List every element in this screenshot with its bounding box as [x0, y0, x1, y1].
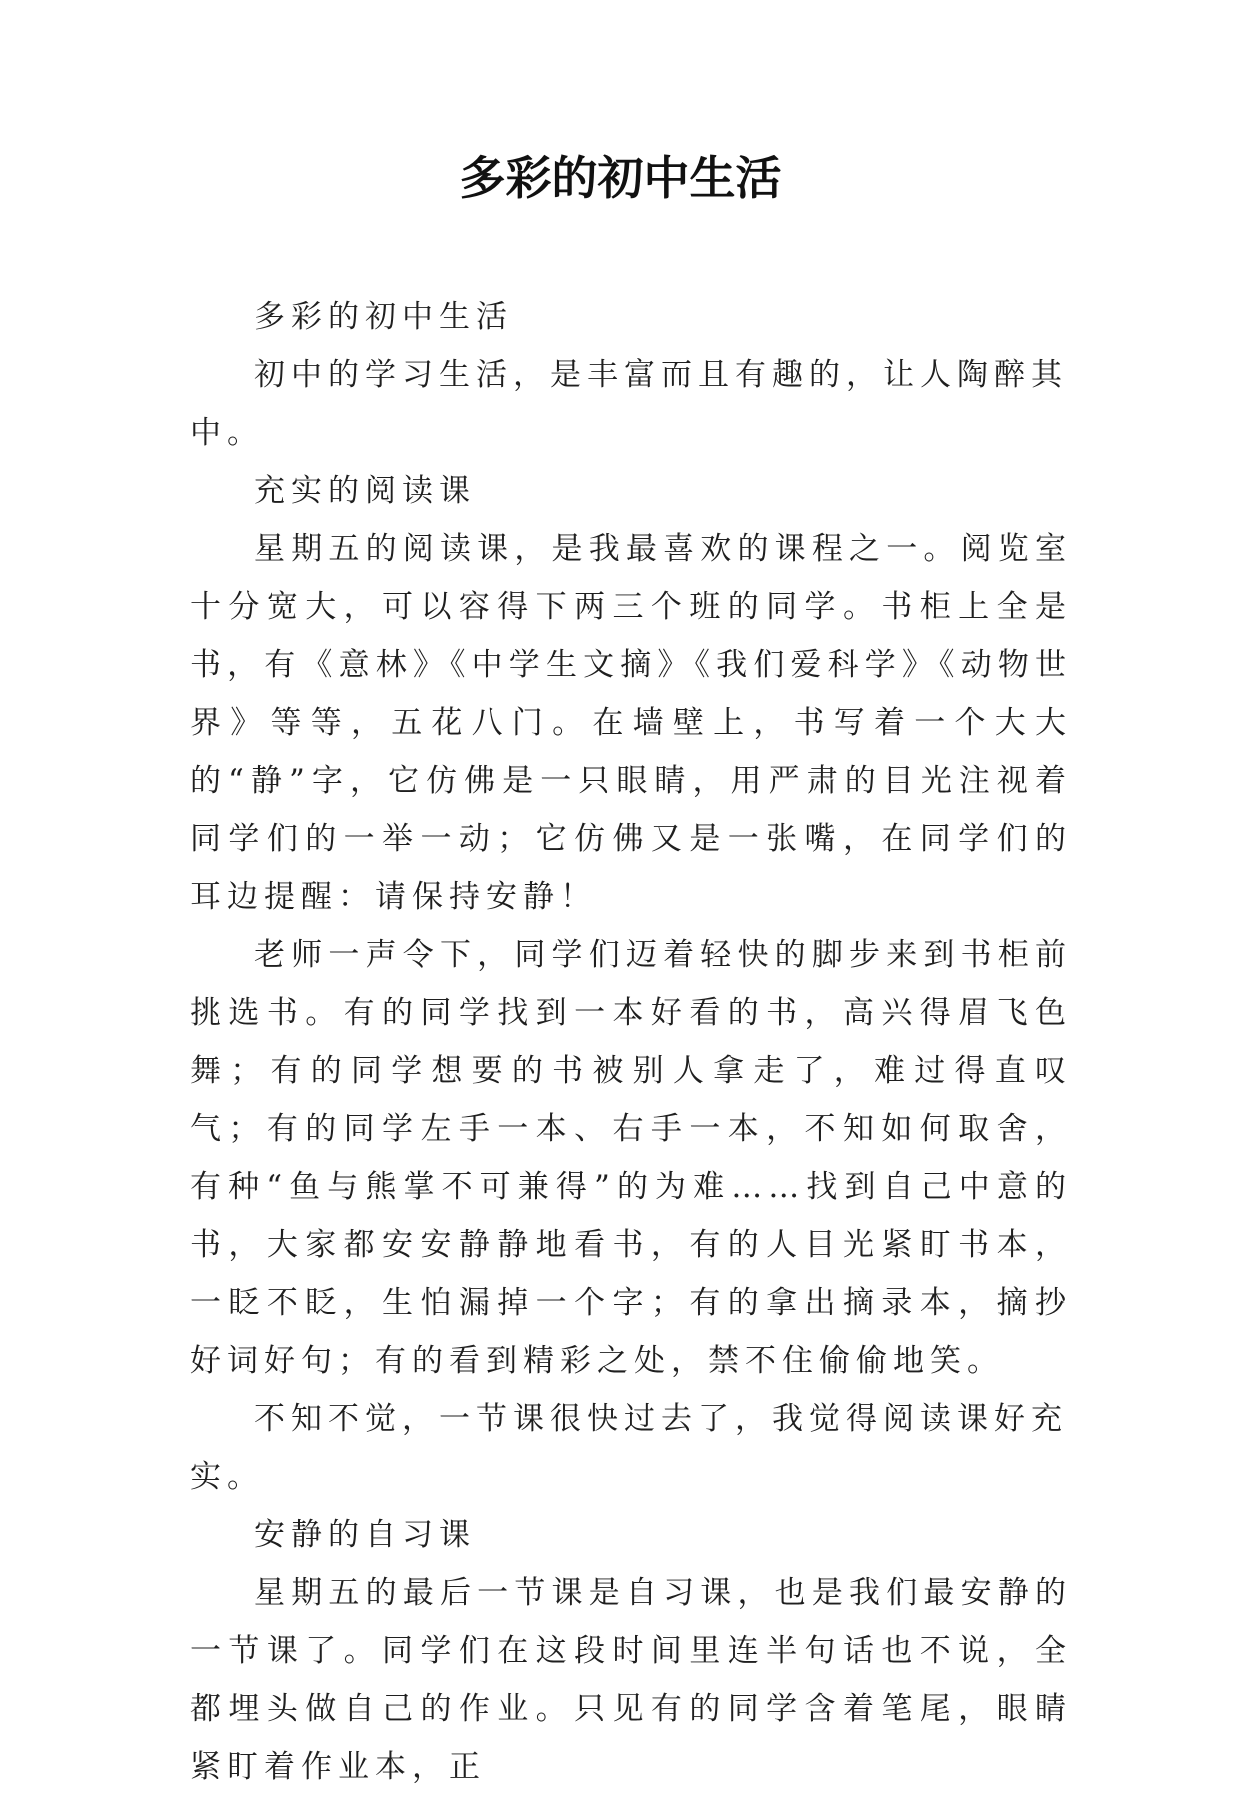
section-heading-reading: 充实的阅读课 — [254, 473, 476, 509]
document-title: 多彩的初中生活 — [459, 151, 782, 205]
reading-paragraph-2: 老师一声令下，同学们迈着轻快的脚步来到书柜前挑选书。有的同学找到一本好看的书，高兴得眉飞色舞；有的同学想要的书被别人拿走了，难过得直叹气；有的同学左手一本、右手一本，不知如何取舍，有种“鱼与熊掌不可兼得”的为难……找到自己中意的书，大家都安安静静地看书，有的人目光紧盯书本，一眨不眨，生怕漏掉一个字；有的拿出摘录本，摘抄好词好句；有的看到精彩之处，禁不住偷偷地笑。 — [190, 937, 1072, 1379]
intro-paragraph: 初中的学习生活，是丰富而且有趣的，让人陶醉其中。 — [190, 357, 1068, 451]
selfstudy-paragraph-1: 星期五的最后一节课是自习课，也是我们最安静的一节课了。同学们在这段时间里连半句话也不说，全都埋头做自己的作业。只见有的同学含着笔尾，眼睛紧盯着作业本，正 — [190, 1575, 1072, 1785]
section-heading-selfstudy: 安静的自习课 — [254, 1517, 476, 1553]
reading-conclusion: 不知不觉，一节课很快过去了，我觉得阅读课好充实。 — [190, 1401, 1068, 1495]
subtitle-line: 多彩的初中生活 — [254, 299, 513, 335]
document-body — [190, 288, 1072, 1796]
reading-paragraph-1: 星期五的阅读课，是我最喜欢的课程之一。阅览室十分宽大，可以容得下两三个班的同学。书柜上全是书，有《意林》《中学生文摘》《我们爱科学》《动物世界》等等，五花八门。在墙壁上，书写着一个大大的“静”字，它仿佛是一只眼睛，用严肃的目光注视着同学们的一举一动；它仿佛又是一张嘴，在同学们的耳边提醒：请保持安静！ — [190, 531, 1072, 915]
